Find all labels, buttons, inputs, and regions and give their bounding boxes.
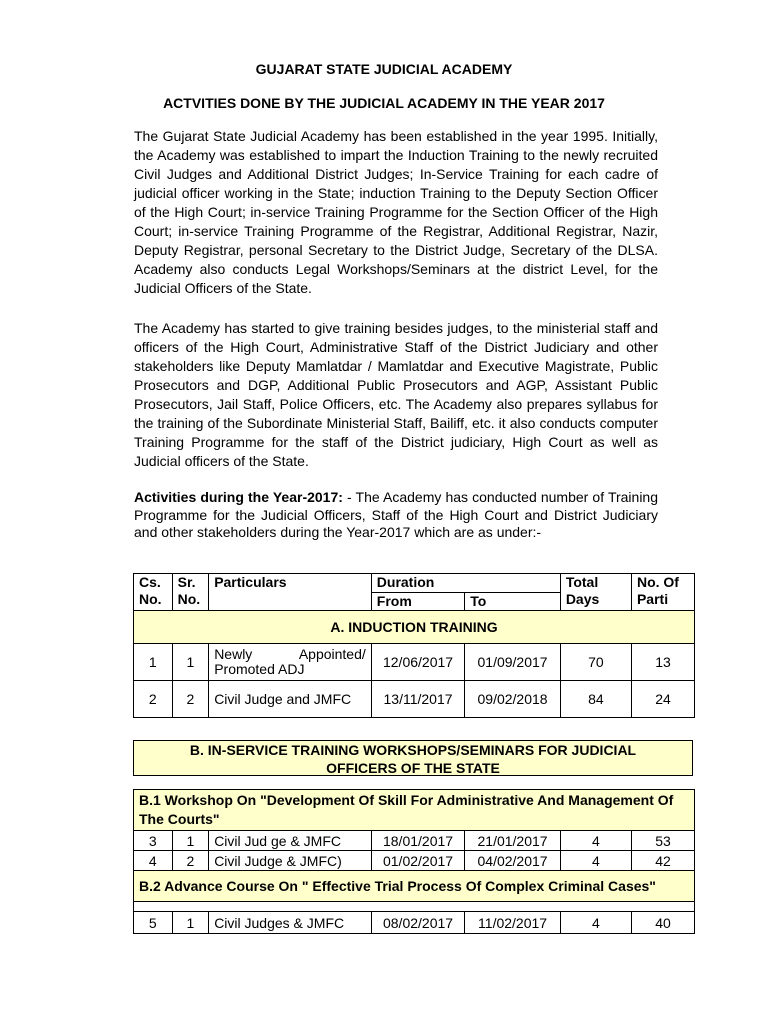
in-service-table — [133, 789, 695, 934]
b2-title: B.2 Advance Course On " Effective Trial Process Of Complex Criminal Cases" — [134, 871, 695, 902]
table-header-row — [134, 574, 695, 593]
cell-from: 13/11/2017 — [371, 681, 465, 718]
cell-days: 84 — [560, 681, 631, 718]
section-a-row — [134, 611, 695, 644]
cell-to: 01/09/2017 — [465, 644, 561, 681]
table-row — [134, 912, 695, 934]
cell-sr: 1 — [172, 644, 209, 681]
header-sr-no: Sr. No. — [172, 574, 209, 611]
cell-to: 04/02/2017 — [465, 851, 561, 871]
cell-parti: 40 — [631, 912, 694, 934]
activities-heading: Activities during the Year-2017: — [134, 489, 343, 505]
section-b-title — [133, 740, 693, 776]
cell-to: 11/02/2017 — [465, 912, 561, 934]
cell-from: 12/06/2017 — [371, 644, 465, 681]
intro-paragraph: The Gujarat State Judicial Academy has been established in the year 1995. Initially, the Academy was established to impart the Induction Training to the newly recruited Civil Judges and Additional District Judges; In-Service Training for each cadre of judicial officer working in the State; induction Training to the Deputy Section Officer of the High Court; in-service Training Programme for the Section Officer of the High Court; in-service Training Programme of the Registrar, Additional Registrar, Nazir, Deputy Registrar, personal Secretary to the District Judge, Secretary of the DLSA. Academy also conducts Legal Workshops/Seminars at the district Level, for the Judicial Officers of the State. — [134, 128, 658, 296]
b1-header-row — [134, 790, 695, 831]
section-b-title-line-1: B. IN-SERVICE TRAINING WORKSHOPS/SEMINARS FOR JUDICIAL — [189, 742, 637, 758]
cell-sr: 2 — [172, 851, 209, 871]
table-row — [134, 681, 695, 718]
cell-to: 21/01/2017 — [465, 831, 561, 851]
cell-cs: 4 — [134, 851, 173, 871]
cell-from: 18/01/2017 — [371, 831, 465, 851]
cell-days: 4 — [560, 831, 631, 851]
activities-text: - The Academy has conducted number of Training Programme for the Judicial Officers, Staff of the High Court and District Judiciary and other stakeholders during the Year-2017 which are as under:- — [134, 489, 659, 540]
cell-parti: 13 — [631, 644, 694, 681]
header-cs-no: Cs. No. — [134, 574, 173, 611]
cell-days: 70 — [560, 644, 631, 681]
table-row — [134, 831, 695, 851]
cell-days: 4 — [560, 851, 631, 871]
document-title: GUJARAT STATE JUDICIAL ACADEMY — [255, 61, 513, 77]
induction-table — [133, 573, 695, 718]
cell-cs: 5 — [134, 912, 173, 934]
section-b-title-line-2: OFFICERS OF THE STATE — [326, 760, 500, 776]
table-row — [134, 851, 695, 871]
activities-paragraph — [134, 489, 658, 542]
header-total-days: Total Days — [560, 574, 631, 611]
training-paragraph: The Academy has started to give training besides judges, to the ministerial staff and officers of the High Court, Administrative Staff of the District Judiciary and other stakeholders like Deputy Mamlatdar / Mamlatdar and Executive Magistrate, Public Prosecutors and DGP, Additional Public Prosecutors and AGP, Assistant Public Prosecutors, Jail Staff, Police Officers, etc. The Academy also prepares syllabus for the training of the Subordinate Ministerial Staff, Bailiff, etc. it also conducts computer Training Programme for the staff of the District judiciary, High Court as well as Judicial officers of the State. — [134, 320, 658, 469]
section-a-title: A. INDUCTION TRAINING — [134, 611, 695, 644]
table-spacer — [134, 902, 695, 912]
cell-parti: 53 — [631, 831, 694, 851]
header-from: From — [371, 593, 465, 611]
b2-header-row — [134, 871, 695, 902]
cell-parti: 42 — [631, 851, 694, 871]
header-no-of-parti: No. Of Parti — [631, 574, 694, 611]
spacer-cell — [134, 902, 695, 912]
document-subtitle: ACTVITIES DONE BY THE JUDICIAL ACADEMY IN THE YEAR 2017 — [163, 95, 605, 111]
cell-cs: 1 — [134, 644, 173, 681]
b1-title: B.1 Workshop On "Development Of Skill For Administrative And Management Of The Courts" — [134, 790, 695, 831]
cell-from: 08/02/2017 — [371, 912, 465, 934]
header-duration: Duration — [371, 574, 560, 593]
particulars-word-2: Appointed/ — [298, 646, 366, 662]
particulars-word-1: Newly — [214, 646, 253, 662]
cell-particulars: Civil Judge & JMFC) — [209, 851, 372, 871]
cell-to: 09/02/2018 — [465, 681, 561, 718]
cell-cs: 2 — [134, 681, 173, 718]
cell-from: 01/02/2017 — [371, 851, 465, 871]
header-to: To — [465, 593, 561, 611]
cell-days: 4 — [560, 912, 631, 934]
cell-sr: 2 — [172, 681, 209, 718]
cell-particulars: Civil Judge and JMFC — [209, 681, 372, 718]
header-particulars: Particulars — [209, 574, 372, 611]
cell-parti: 24 — [631, 681, 694, 718]
particulars-line-2: Promoted ADJ — [214, 661, 305, 677]
cell-particulars: Civil Jud ge & JMFC — [209, 831, 372, 851]
cell-sr: 1 — [172, 831, 209, 851]
table-row — [134, 644, 695, 681]
cell-cs: 3 — [134, 831, 173, 851]
cell-particulars — [209, 644, 372, 681]
cell-sr: 1 — [172, 912, 209, 934]
cell-particulars: Civil Judges & JMFC — [209, 912, 372, 934]
